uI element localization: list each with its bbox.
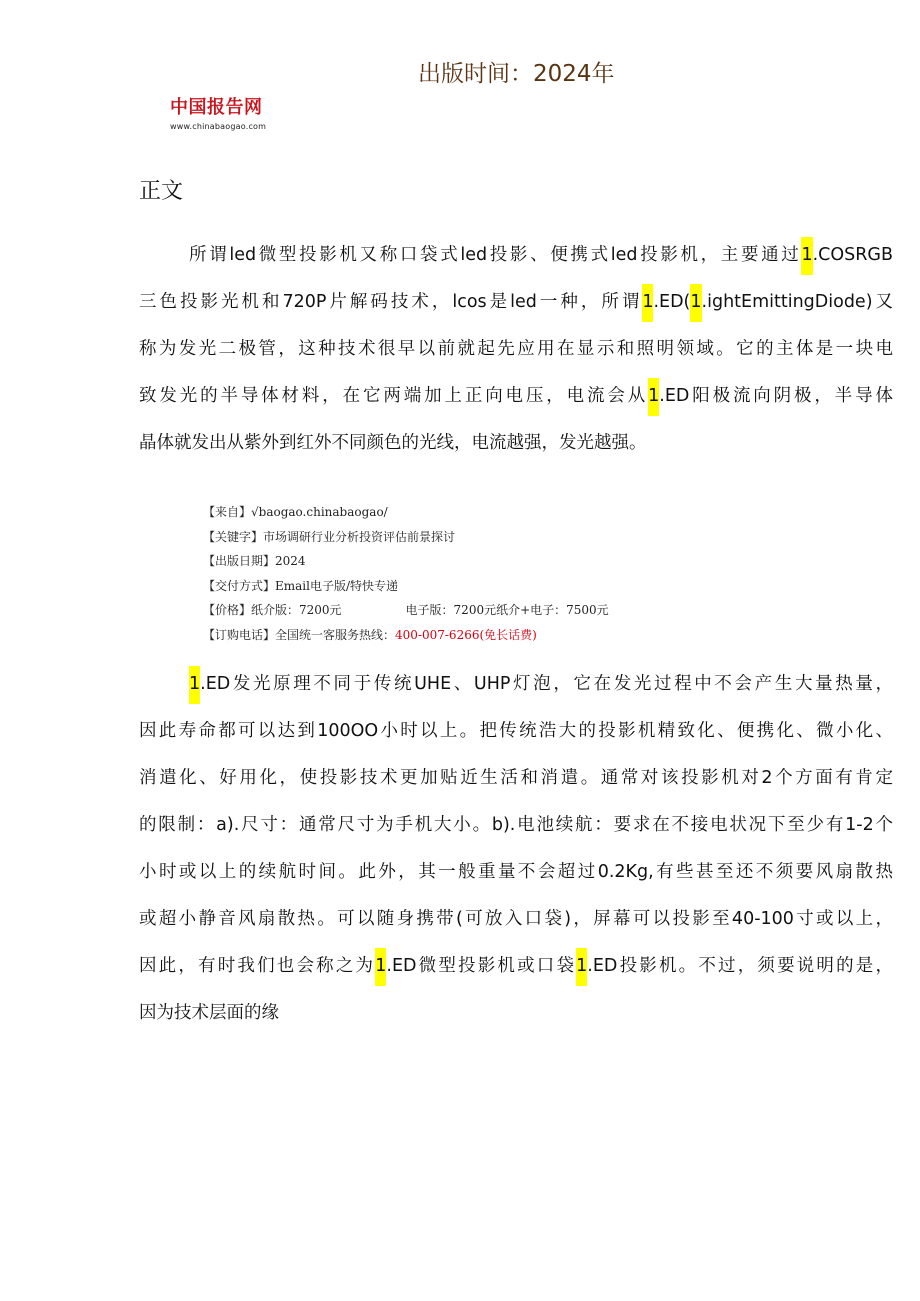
section-title: 正文: [139, 179, 184, 204]
highlight: 1: [690, 284, 701, 322]
price-print: 【价格】纸介版：7200元: [203, 603, 342, 617]
paragraph-principle: [139, 661, 893, 1037]
text-run: 致发光的半导体材料，在它两端加上正向电压，电流会从: [139, 386, 649, 406]
paragraph-line: 小时或以上的续航时间。此外，其一般重量不会超过0.2Kg,有些甚至还不须要风扇散热: [139, 862, 893, 882]
publish-time-header: 出版时间：2024年: [418, 61, 615, 87]
text-run: .ED阳极流向阴极，半导体: [659, 386, 893, 406]
text-run: .ightEmittingDiode)又: [701, 292, 894, 312]
highlight: 1: [189, 666, 200, 704]
paragraph-line: 消遣化、好用化，使投影技术更加贴近生活和消遣。通常对该投影机对2个方面有肯定: [139, 768, 893, 788]
text-run: .ED(: [653, 292, 691, 312]
phone-label: 【订购电话】全国统一客服务热线：: [203, 627, 396, 642]
paragraph-line: 因此寿命都可以达到100OO小时以上。把传统浩大的投影机精致化、便携化、微小化、: [139, 721, 893, 741]
text-run: 三色投影光机和720P片解码技术，lcos是led一种，所谓: [139, 292, 643, 312]
highlight: 1: [648, 378, 659, 416]
price-line: [203, 598, 609, 623]
phone-number[interactable]: 400-007-6266(免长话费): [395, 627, 537, 642]
highlight: 1: [642, 284, 653, 322]
text-run: .ED微型投影机或口袋: [386, 956, 577, 976]
price-electronic: 电子版：7200元纸介+电子：7500元: [405, 603, 609, 617]
source-line[interactable]: 【来自】√baogao.chinabaogao/: [203, 505, 388, 519]
paragraph-line: 因为技术层面的缘: [139, 1003, 279, 1023]
text-run: .ED投影机。不过，须要说明的是，: [587, 956, 893, 976]
delivery-line: 【交付方式】Email电子版/特快专递: [203, 578, 399, 593]
paragraph-line: 晶体就发出从紫外到红外不同颜色的光线，电流越强，发光越强。: [139, 433, 647, 453]
keywords-line: 【关键字】市场调研行业分析投资评估前景探讨: [203, 529, 456, 544]
highlight: 1: [576, 948, 587, 986]
highlight: 1: [801, 237, 812, 275]
highlight: 1: [375, 948, 386, 986]
paragraph-line: 的限制：a).尺寸：通常尺寸为手机大小。b).电池续航：要求在不接电状况下至少有1-2个: [139, 815, 893, 835]
text-run: 所谓led微型投影机又称口袋式led投影、便携式led投影机，主要通过: [189, 245, 802, 265]
paragraph-intro: [139, 232, 893, 467]
paragraph-line: 或超小静音风扇散热。可以随身携带(可放入口袋)，屏幕可以投影至40-100寸或以上，: [139, 909, 893, 929]
logo-title: 中国报告网: [170, 97, 263, 118]
paragraph-line: [139, 943, 893, 990]
paragraph-line: [139, 373, 893, 420]
report-info-block: [203, 500, 609, 647]
publish-date-line: 【出版日期】2024: [203, 554, 306, 568]
text-run: .COSRGB: [812, 245, 893, 265]
paragraph-line: [139, 661, 893, 708]
phone-line: [203, 623, 609, 648]
logo-url: www.chinabaogao.com: [170, 122, 267, 131]
logo[interactable]: [170, 93, 266, 131]
paragraph-line: [139, 232, 893, 279]
paragraph-line: 称为发光二极管，这种技术很早以前就起先应用在显示和照明领域。它的主体是一块电: [139, 339, 893, 359]
text-run: .ED发光原理不同于传统UHE、UHP灯泡，它在发光过程中不会产生大量热量，: [200, 674, 893, 694]
paragraph-line: [139, 279, 893, 326]
text-run: 因此，有时我们也会称之为: [139, 956, 376, 976]
